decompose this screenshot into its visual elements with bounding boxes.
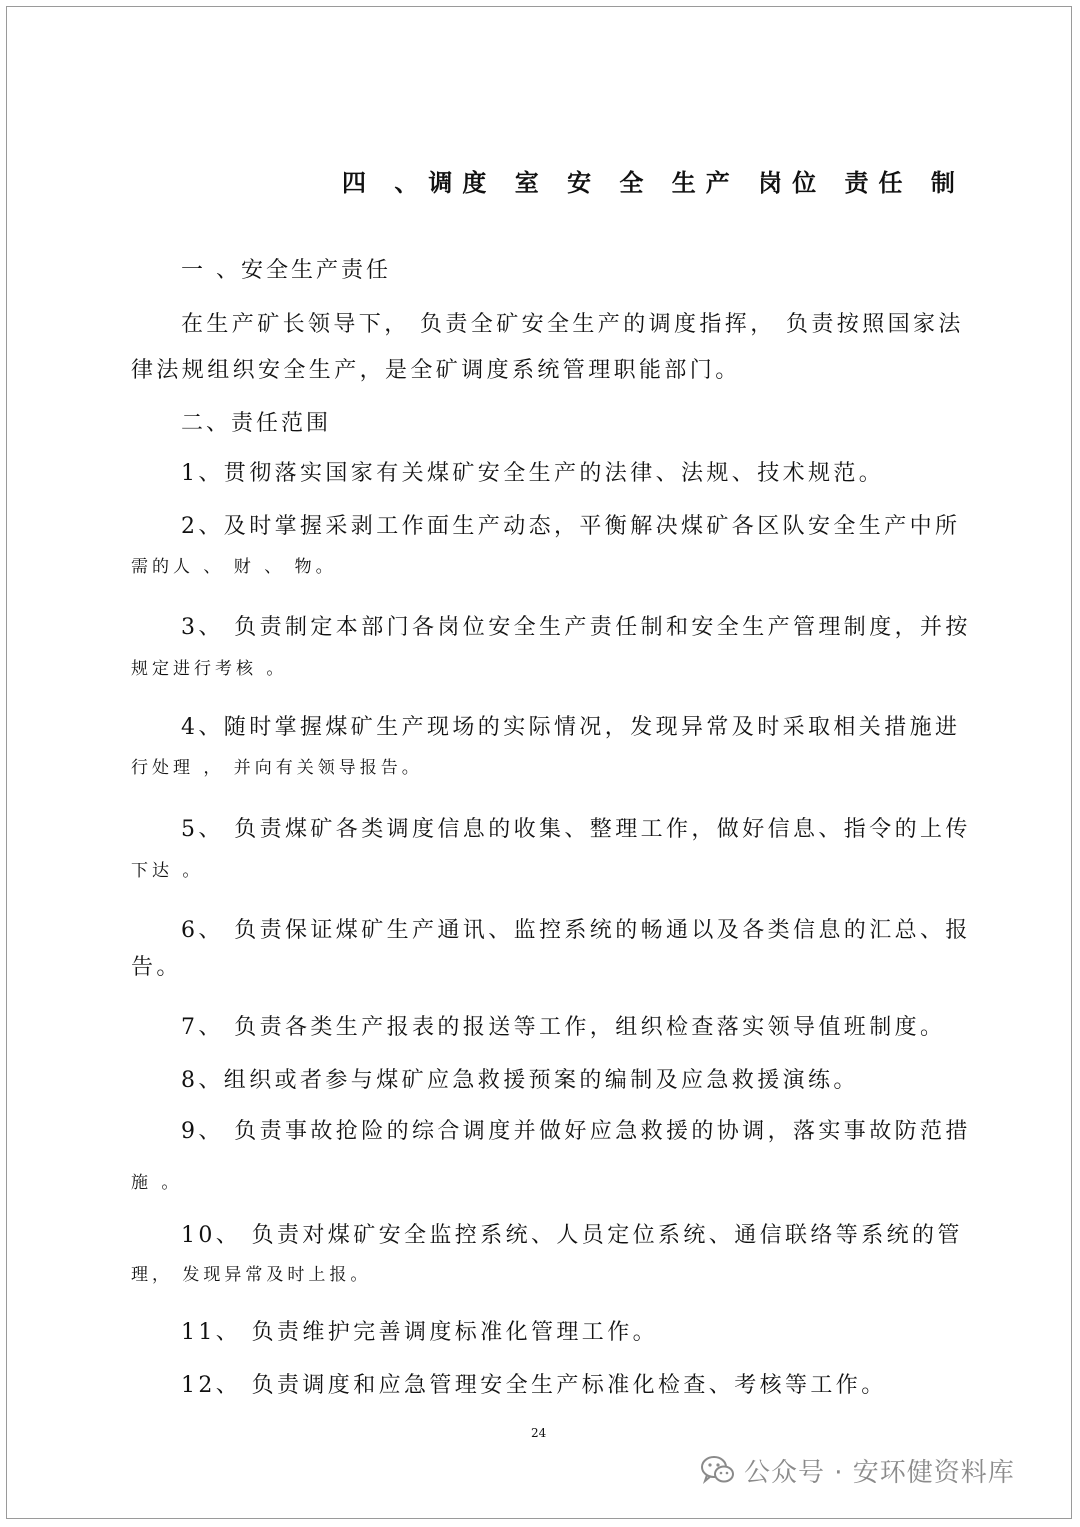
- list-item: 2、及时掌握采剥工作面生产动态，平衡解决煤矿各区队安全生产中所: [181, 514, 961, 539]
- list-item-continuation: 下达 。: [131, 861, 204, 881]
- list-item-continuation: 规定进行考核 。: [131, 659, 288, 679]
- paragraph-line: 在生产矿长领导下， 负责全矿安全生产的调度指挥， 负责按照国家法: [181, 312, 964, 337]
- list-item-continuation: 需的人 、 财 、 物。: [131, 557, 337, 577]
- list-item: 4、随时掌握煤矿生产现场的实际情况，发现异常及时采取相关措施进: [181, 715, 961, 740]
- section-heading-1: 一 、安全生产责任: [181, 258, 391, 283]
- list-item: 9、 负责事故抢险的综合调度并做好应急救援的协调，落实事故防范措: [181, 1119, 971, 1144]
- section-heading-2: 二、责任范围: [181, 411, 332, 436]
- watermark-text: 公众号 · 安环健资料库: [744, 1457, 1015, 1488]
- document-title: 四 、调度 室 安 全 生产 岗位 责任 制: [342, 168, 965, 197]
- paragraph-line: 律法规组织安全生产，是全矿调度系统管理职能部门。: [131, 358, 741, 383]
- list-item-continuation: 告。: [131, 955, 182, 980]
- list-item: 5、 负责煤矿各类调度信息的收集、整理工作，做好信息、指令的上传: [181, 817, 971, 842]
- list-item: 7、 负责各类生产报表的报送等工作，组织检查落实领导值班制度。: [181, 1015, 946, 1040]
- list-item: 11、 负责维护完善调度标准化管理工作。: [181, 1320, 658, 1345]
- wechat-icon: [700, 1455, 736, 1485]
- list-item: 10、 负责对煤矿安全监控系统、人员定位系统、通信联络等系统的管: [181, 1223, 963, 1248]
- list-item: 1、贯彻落实国家有关煤矿安全生产的法律、法规、技术规范。: [181, 461, 885, 486]
- watermark: [700, 1450, 1015, 1490]
- list-item: 12、 负责调度和应急管理安全生产标准化检查、考核等工作。: [181, 1373, 887, 1398]
- list-item: 3、 负责制定本部门各岗位安全生产责任制和安全生产管理制度，并按: [181, 615, 971, 640]
- list-item-continuation: 理， 发现异常及时上报。: [131, 1265, 372, 1285]
- list-item-continuation: 行处理 ， 并向有关领导报告。: [131, 758, 423, 778]
- list-item-continuation: 施 。: [131, 1173, 183, 1193]
- list-item: 8、组织或者参与煤矿应急救援预案的编制及应急救援演练。: [181, 1068, 859, 1093]
- list-item: 6、 负责保证煤矿生产通讯、监控系统的畅通以及各类信息的汇总、报: [181, 918, 971, 943]
- page-number: 24: [531, 1426, 547, 1440]
